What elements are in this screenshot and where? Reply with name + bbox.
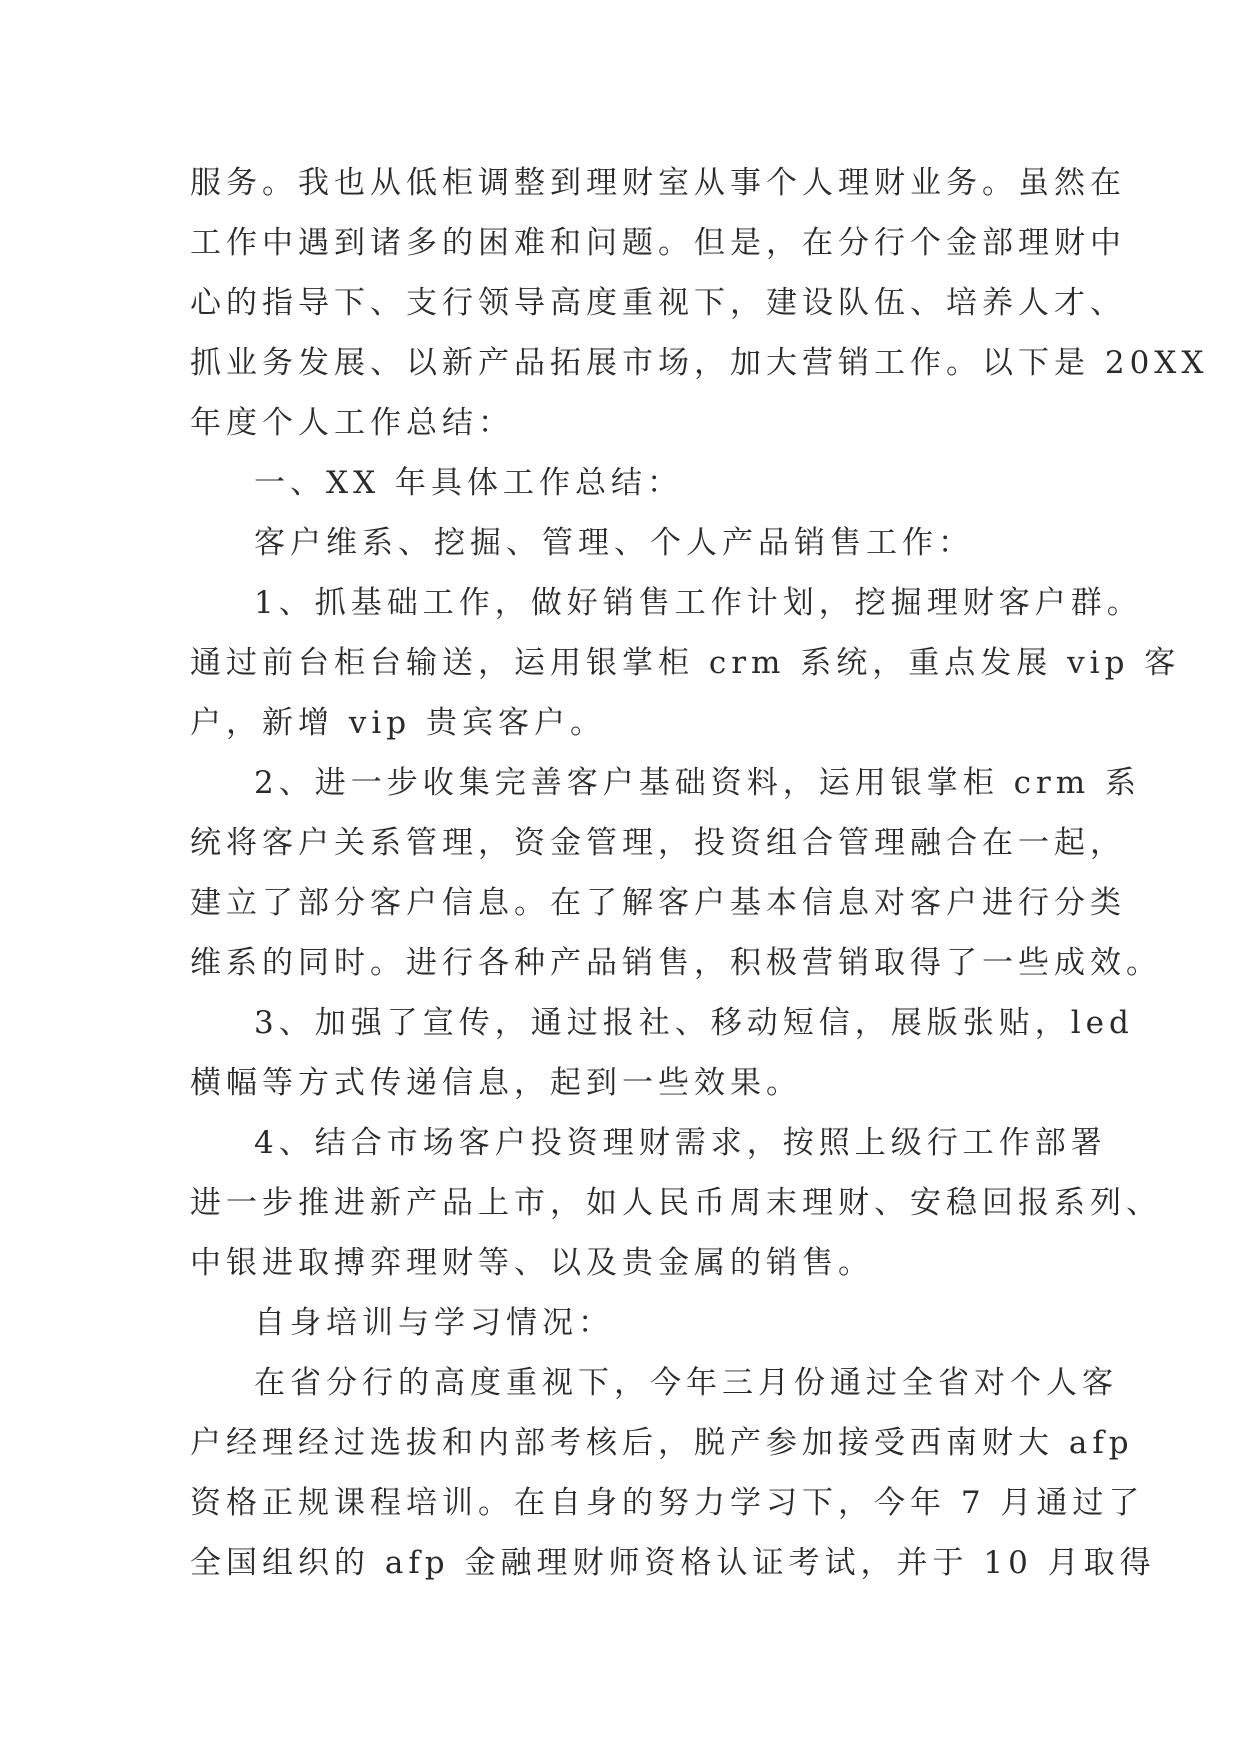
- text-line: 2、进一步收集完善客户基础资料，运用银掌柜 crm 系: [254, 765, 1142, 801]
- body-text: [190, 153, 1209, 1593]
- text-line: 资格正规课程培训。在自身的努力学习下，今年 7 月通过了: [190, 1485, 1145, 1521]
- text-line: 统将客户关系管理，资金管理，投资组合管理融合在一起，: [190, 825, 1126, 861]
- text-line: 户经理经过选拔和内部考核后，脱产参加接受西南财大 afp: [190, 1425, 1134, 1461]
- text-line: 中银进取搏弈理财等、以及贵金属的销售。: [190, 1245, 874, 1281]
- text-line: 建立了部分客户信息。在了解客户基本信息对客户进行分类: [190, 885, 1126, 921]
- text-line: 户，新增 vip 贵宾客户。: [190, 705, 606, 741]
- text-line: 全国组织的 afp 金融理财师资格认证考试，并于 10 月取得: [190, 1545, 1156, 1581]
- text-line: 1、抓基础工作，做好销售工作计划，挖掘理财客户群。: [254, 585, 1143, 621]
- text-line: 进一步推进新产品上市，如人民币周末理财、安稳回报系列、: [190, 1185, 1162, 1221]
- text-line: 抓业务发展、以新产品拓展市场，加大营销工作。以下是 20XX: [190, 345, 1209, 381]
- subsection-heading: 自身培训与学习情况：: [254, 1305, 614, 1341]
- subsection-heading: 客户维系、挖掘、管理、个人产品销售工作：: [254, 525, 974, 561]
- text-line: 年度个人工作总结：: [190, 405, 514, 441]
- text-line: 服务。我也从低柜调整到理财室从事个人理财业务。虽然在: [190, 165, 1126, 201]
- text-line: 通过前台柜台输送，运用银掌柜 crm 系统，重点发展 vip 客: [190, 645, 1181, 681]
- text-line: 3、加强了宣传，通过报社、移动短信，展版张贴，led: [254, 1005, 1134, 1041]
- text-line: 横幅等方式传递信息，起到一些效果。: [190, 1065, 802, 1101]
- text-line: 4、结合市场客户投资理财需求，按照上级行工作部署: [254, 1125, 1107, 1161]
- text-line: 在省分行的高度重视下，今年三月份通过全省对个人客: [254, 1365, 1118, 1401]
- text-line: 心的指导下、支行领导高度重视下，建设队伍、培养人才、: [190, 285, 1126, 321]
- section-heading: 一、XX 年具体工作总结：: [254, 465, 683, 501]
- text-line: 工作中遇到诸多的困难和问题。但是，在分行个金部理财中: [190, 225, 1126, 261]
- text-line: 维系的同时。进行各种产品销售，积极营销取得了一些成效。: [190, 945, 1162, 981]
